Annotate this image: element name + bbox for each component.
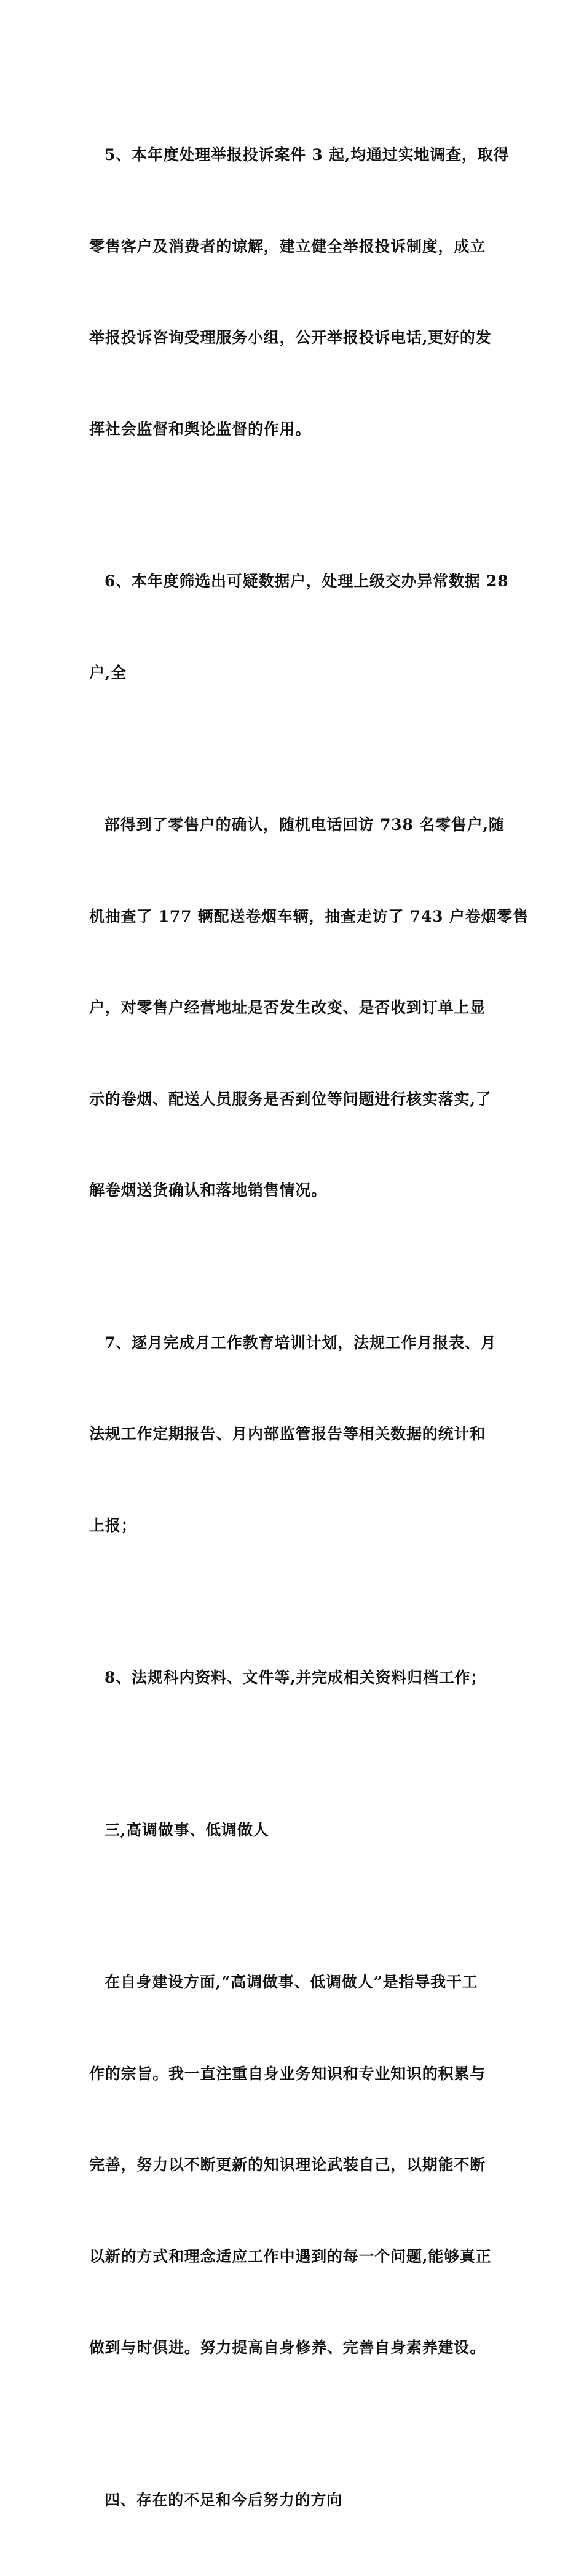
text-line: 作的宗旨。我一直注重自身业务知识和专业知识的积累与: [89, 2059, 496, 2089]
text-line: 部得到了零售户的确认，随机电话回访 738 名零售户,随: [89, 810, 496, 840]
paragraph-item-7: [89, 1267, 496, 1602]
text-line: 6、本年度筛选出可疑数据户，处理上级交办异常数据 28: [89, 566, 496, 597]
text-line: 三,高调做事、低调做人: [89, 1815, 496, 1846]
text-line: 挥社会监督和舆论监督的作用。: [89, 414, 496, 445]
section-heading-4: [89, 2424, 496, 2576]
text-line: 户，对零售户经营地址是否发生改变、是否收到订单上显: [89, 992, 496, 1023]
text-line: 四、存在的不足和今后努力的方向: [89, 2485, 496, 2516]
document-body: [89, 79, 496, 2576]
text-line: 8、法规科内资料、文件等,并完成相关资料归档工作；: [89, 1662, 496, 1693]
section-heading-3: [89, 1754, 496, 1907]
paragraph-item-6-continued: [89, 749, 496, 1267]
text-line: 在自身建设方面,“高调做事、低调做人”是指导我干工: [89, 1967, 496, 1998]
text-line: 零售客户及消费者的谅解，建立健全举报投诉制度，成立: [89, 231, 496, 262]
text-line: 机抽查了 177 辆配送卷烟车辆，抽查走访了 743 户卷烟零售: [89, 901, 496, 932]
text-line: 5、本年度处理举报投诉案件 3 起,均通过实地调查，取得: [89, 140, 496, 170]
text-line: 法规工作定期报告、月内部监管报告等相关数据的统计和: [89, 1419, 496, 1449]
text-line: 7、逐月完成月工作教育培训计划，法规工作月报表、月: [89, 1328, 496, 1358]
text-line: 上报；: [89, 1510, 496, 1541]
text-line: 解卷烟送货确认和落地销售情况。: [89, 1175, 496, 1206]
text-line: 示的卷烟、配送人员服务是否到位等问题进行核实落实,了: [89, 1084, 496, 1115]
paragraph-item-8: [89, 1601, 496, 1754]
text-line: 做到与时俱进。努力提高自身修养、完善自身素养建设。: [89, 2332, 496, 2363]
text-line: 以新的方式和理念适应工作中遇到的每一个问题,能够真正: [89, 2241, 496, 2272]
paragraph-item-6: [89, 505, 496, 749]
text-line: 户,全: [89, 658, 496, 688]
paragraph-self-development: [89, 1906, 496, 2424]
paragraph-item-5: [89, 79, 496, 505]
text-line: 完善，努力以不断更新的知识理论武装自己，以期能不断: [89, 2150, 496, 2180]
text-line: 举报投诉咨询受理服务小组，公开举报投诉电话,更好的发: [89, 322, 496, 353]
document-page: [0, 0, 584, 827]
